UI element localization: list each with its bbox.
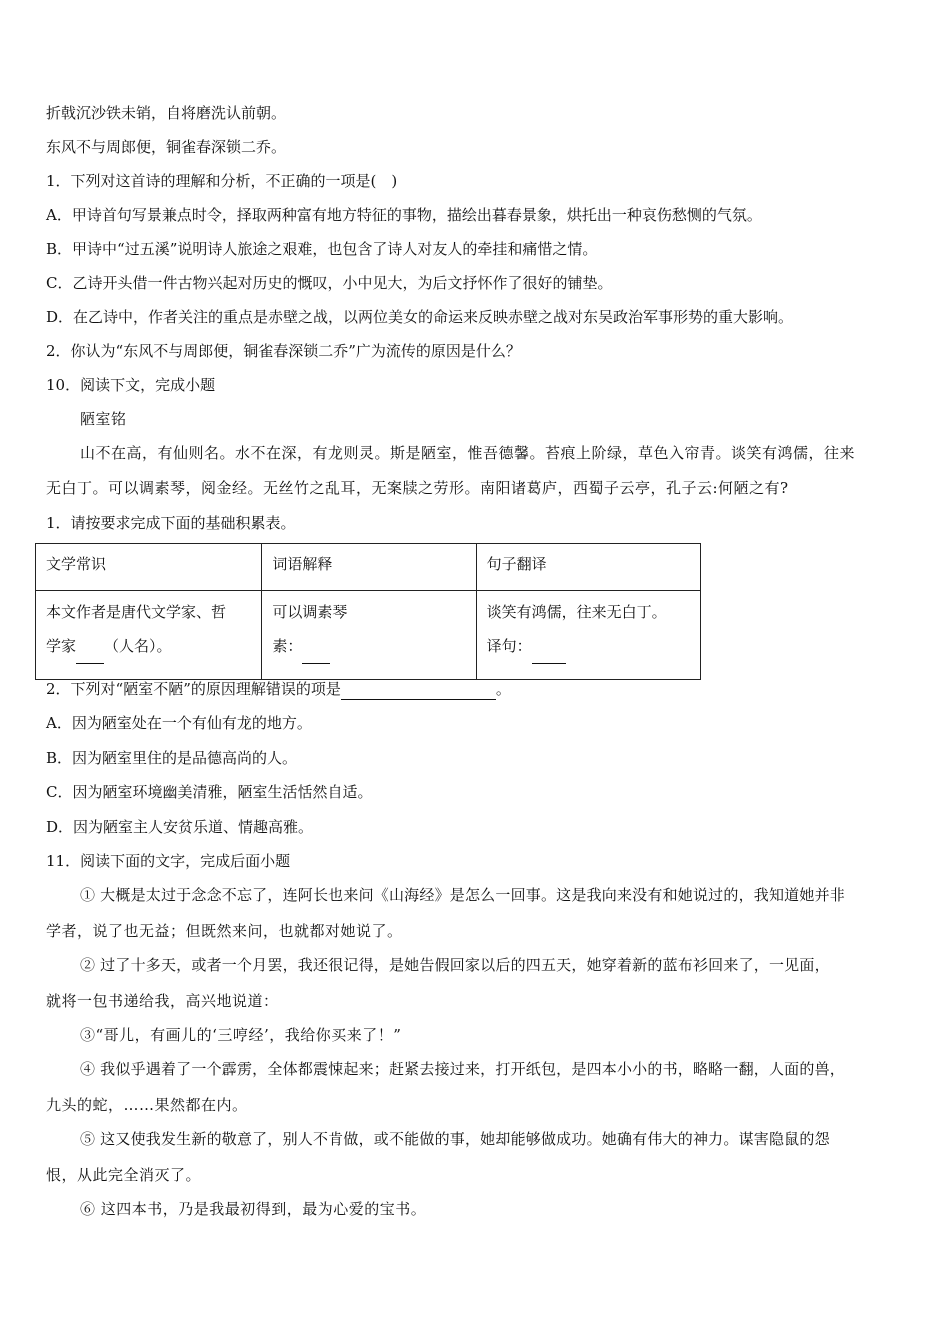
poem-line-1: 折戟沉沙铁未销，自将磨洗认前朝。 bbox=[46, 104, 287, 122]
cell-text: 译句： bbox=[486, 637, 532, 655]
table-header-cell: 句子翻译 bbox=[476, 544, 700, 591]
cell-text: 学家 bbox=[46, 637, 77, 655]
passage-title: 陋室铭 bbox=[80, 410, 127, 428]
option-9-1-C: C．乙诗开头借一件古物兴起对历史的慨叹，小中见大，为后文抒怀作了很好的铺垫。 bbox=[46, 274, 613, 292]
table-cell-literature bbox=[36, 591, 262, 680]
question-text-end: 。 bbox=[495, 680, 511, 698]
question-10-2 bbox=[46, 679, 511, 700]
option-9-1-D: D．在乙诗中，作者关注的重点是赤壁之战，以两位美女的命运来反映赤壁之战对东吴政治军事形势的重大影响。 bbox=[46, 308, 794, 326]
paragraph-2-line-1: ② 过了十多天，或者一个月罢，我还很记得，是她告假回家以后的四五天，她穿着新的蓝布衫回来了，一见面， bbox=[80, 956, 830, 974]
table-row bbox=[36, 591, 701, 680]
cell-text-line bbox=[46, 629, 251, 664]
passage-line-1: 山不在高，有仙则名。水不在深，有龙则灵。斯是陋室，惟吾德馨。苔痕上阶绿，草色入帘青。谈笑有鸿儒，往来 bbox=[80, 444, 856, 462]
passage-line-2: 无白丁。可以调素琴，阅金经。无丝竹之乱耳，无案牍之劳形。南阳诸葛庐，西蜀子云亭，孔子云:何陋之有? bbox=[46, 479, 789, 497]
paragraph-4-line-2: 九头的蛇，……果然都在内。 bbox=[46, 1096, 248, 1114]
answer-blank[interactable] bbox=[341, 679, 496, 700]
cell-text-line bbox=[272, 629, 465, 664]
paragraph-4-line-1: ④ 我似乎遇着了一个霹雳，全体都震悚起来；赶紧去接过来，打开纸包，是四本小小的书，略略一翻，人面的兽， bbox=[80, 1060, 845, 1078]
option-10-2-D: D．因为陋室主人安贫乐道、情趣高雅。 bbox=[46, 818, 314, 836]
option-10-2-B: B．因为陋室里住的是品德高尚的人。 bbox=[46, 749, 298, 767]
question-10-1: 1．请按要求完成下面的基础积累表。 bbox=[46, 514, 296, 532]
option-9-1-B: B．甲诗中“过五溪”说明诗人旅途之艰难，也包含了诗人对友人的牵挂和痛惜之情。 bbox=[46, 240, 598, 258]
paragraph-1-line-2: 学者，说了也无益；但既然来问，也就都对她说了。 bbox=[46, 922, 403, 940]
cell-text-line bbox=[487, 629, 690, 664]
option-9-1-A: A．甲诗首句写景兼点时令，择取两种富有地方特征的事物，描绘出暮春景象，烘托出一种哀伤愁恻的气氛。 bbox=[46, 206, 762, 224]
question-text: 2．下列对“陋室不陋”的原因理解错误的项是 bbox=[46, 680, 341, 698]
cell-text: 素： bbox=[272, 637, 303, 655]
option-10-2-A: A．因为陋室处在一个有仙有龙的地方。 bbox=[46, 714, 312, 732]
cell-text: 可以调素琴 bbox=[272, 603, 348, 621]
paragraph-2-line-2: 就将一包书递给我，高兴地说道： bbox=[46, 992, 279, 1010]
answer-blank[interactable] bbox=[302, 629, 330, 664]
paragraph-6: ⑥ 这四本书，乃是我最初得到，最为心爱的宝书。 bbox=[80, 1200, 427, 1218]
knowledge-table bbox=[35, 543, 701, 680]
table-header-row bbox=[36, 544, 701, 591]
paragraph-3: ③“哥儿，有画儿的‘三哼经’，我给你买来了！” bbox=[80, 1026, 402, 1044]
cell-text: （人名）。 bbox=[104, 637, 172, 655]
table-cell-words bbox=[262, 591, 476, 680]
table-header-cell: 词语解释 bbox=[262, 544, 476, 591]
paragraph-5-line-1: ⑤ 这又使我发生新的敬意了，别人不肯做，或不能做的事，她却能够做成功。她确有伟大的神力。谋害隐鼠的怨 bbox=[80, 1130, 830, 1148]
question-9-1: 1．下列对这首诗的理解和分析，不正确的一项是( ) bbox=[46, 172, 398, 190]
table-cell-translation bbox=[476, 591, 700, 680]
question-10-heading: 10．阅读下文，完成小题 bbox=[46, 376, 216, 394]
paragraph-5-line-2: 恨，从此完全消灭了。 bbox=[46, 1166, 202, 1184]
question-9-2: 2．你认为“东风不与周郎便，铜雀春深锁二乔”广为流传的原因是什么？ bbox=[46, 342, 521, 360]
question-11-heading: 11．阅读下面的文字，完成后面小题 bbox=[46, 852, 291, 870]
cell-text: 本文作者是唐代文学家、哲 bbox=[46, 603, 227, 621]
table-header-cell: 文学常识 bbox=[36, 544, 262, 591]
paragraph-1-line-1: ① 大概是太过于念念不忘了，连阿长也来问《山海经》是怎么一回事。这是我向来没有和她说过的，我知道她并非 bbox=[80, 886, 845, 904]
answer-blank[interactable] bbox=[532, 629, 566, 664]
poem-line-2: 东风不与周郎便，铜雀春深锁二乔。 bbox=[46, 138, 287, 156]
option-10-2-C: C．因为陋室环境幽美清雅，陋室生活恬然自适。 bbox=[46, 783, 373, 801]
cell-text: 谈笑有鸿儒，往来无白丁。 bbox=[486, 603, 667, 621]
answer-blank[interactable] bbox=[76, 629, 104, 664]
